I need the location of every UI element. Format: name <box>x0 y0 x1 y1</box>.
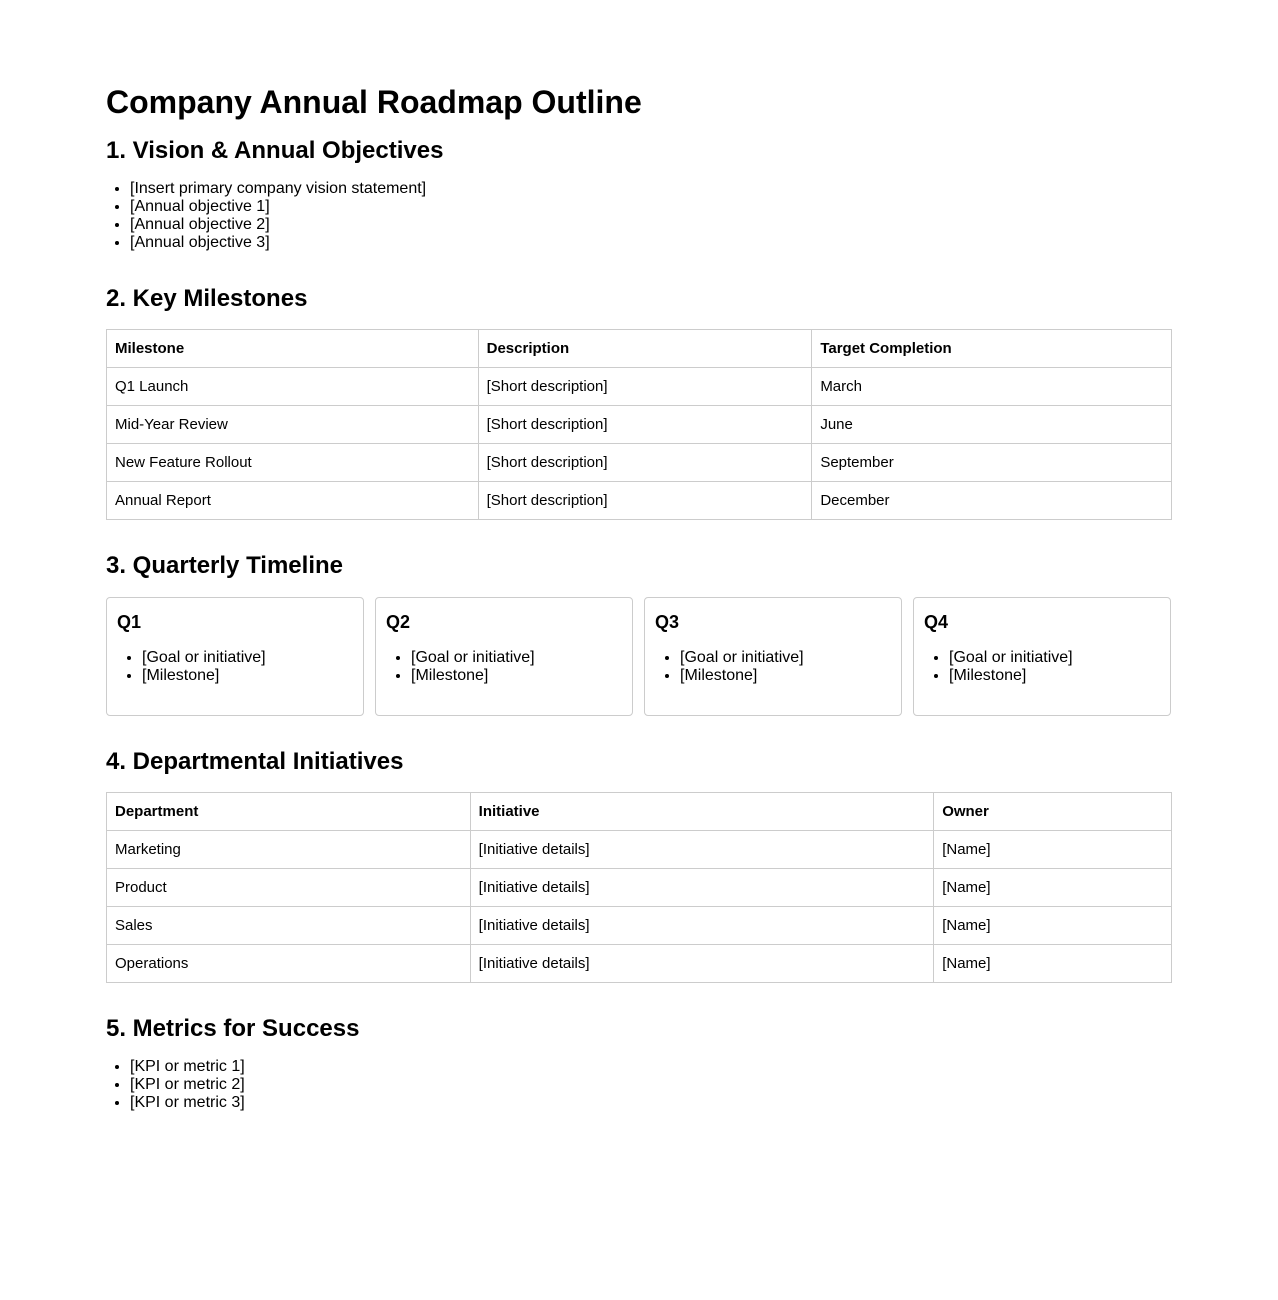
table-cell: Annual Report <box>107 482 479 520</box>
table-row <box>107 406 1172 444</box>
table-cell: [Name] <box>934 831 1172 869</box>
column-header: Description <box>478 330 812 368</box>
table-header-row <box>107 330 1172 368</box>
list-item: • [Milestone] <box>411 667 622 685</box>
list-item: • [KPI or metric 2] <box>130 1076 1172 1094</box>
quarter-card-q3 <box>644 597 902 716</box>
table-row <box>107 869 1172 907</box>
table-cell: Operations <box>107 945 471 983</box>
quarter-card-q2 <box>375 597 633 716</box>
quarter-label: Q3 <box>655 612 680 632</box>
column-header: Milestone <box>107 330 479 368</box>
list-item: • [Goal or initiative] <box>411 649 622 667</box>
table-cell: June <box>812 406 1172 444</box>
table-cell: Product <box>107 869 471 907</box>
table-row <box>107 945 1172 983</box>
table-row <box>107 444 1172 482</box>
table-cell: Marketing <box>107 831 471 869</box>
column-header: Initiative <box>470 793 934 831</box>
table-cell: March <box>812 368 1172 406</box>
table-cell: [Initiative details] <box>470 869 934 907</box>
table-cell: [Short description] <box>478 406 812 444</box>
list-item: • [Goal or initiative] <box>680 649 891 667</box>
table-cell: December <box>812 482 1172 520</box>
table-cell: [Name] <box>934 945 1172 983</box>
quarter-card-q1 <box>106 597 364 716</box>
table-cell: Sales <box>107 907 471 945</box>
list-item: • [Insert primary company vision statement] <box>130 180 1172 198</box>
metrics-list <box>106 1058 1172 1112</box>
list-item: • [Milestone] <box>142 667 353 685</box>
table-cell: [Short description] <box>478 368 812 406</box>
departments-table <box>106 792 1172 983</box>
quarter-cards <box>106 597 1172 716</box>
list-item: • [Annual objective 2] <box>130 216 1172 234</box>
section-heading-vision: 1. Vision & Annual Objectives <box>106 137 444 164</box>
table-cell: [Initiative details] <box>470 831 934 869</box>
section-heading-departments: 4. Departmental Initiatives <box>106 748 404 775</box>
table-row <box>107 368 1172 406</box>
list-item: • [KPI or metric 3] <box>130 1094 1172 1112</box>
vision-list <box>106 180 1172 252</box>
table-cell: [Initiative details] <box>470 907 934 945</box>
table-row <box>107 831 1172 869</box>
table-cell: September <box>812 444 1172 482</box>
column-header: Target Completion <box>812 330 1172 368</box>
table-row <box>107 482 1172 520</box>
section-heading-metrics: 5. Metrics for Success <box>106 1015 360 1042</box>
table-cell: New Feature Rollout <box>107 444 479 482</box>
list-item: • [KPI or metric 1] <box>130 1058 1172 1076</box>
quarter-card-q4 <box>913 597 1171 716</box>
list-item: • [Annual objective 1] <box>130 198 1172 216</box>
table-cell: Mid-Year Review <box>107 406 479 444</box>
quarter-label: Q1 <box>117 612 142 632</box>
table-cell: [Name] <box>934 869 1172 907</box>
list-item: • [Goal or initiative] <box>949 649 1160 667</box>
column-header: Owner <box>934 793 1172 831</box>
milestones-table <box>106 329 1172 520</box>
section-heading-milestones: 2. Key Milestones <box>106 285 308 312</box>
table-cell: [Name] <box>934 907 1172 945</box>
table-cell: [Short description] <box>478 482 812 520</box>
quarter-label: Q4 <box>924 612 949 632</box>
list-item: • [Goal or initiative] <box>142 649 353 667</box>
column-header: Department <box>107 793 471 831</box>
quarter-label: Q2 <box>386 612 411 632</box>
table-cell: [Initiative details] <box>470 945 934 983</box>
section-heading-timeline: 3. Quarterly Timeline <box>106 552 343 579</box>
list-item: • [Milestone] <box>949 667 1160 685</box>
list-item: • [Milestone] <box>680 667 891 685</box>
table-cell: [Short description] <box>478 444 812 482</box>
list-item: • [Annual objective 3] <box>130 234 1172 252</box>
table-header-row <box>107 793 1172 831</box>
page-title: Company Annual Roadmap Outline <box>106 84 642 120</box>
table-cell: Q1 Launch <box>107 368 479 406</box>
table-row <box>107 907 1172 945</box>
